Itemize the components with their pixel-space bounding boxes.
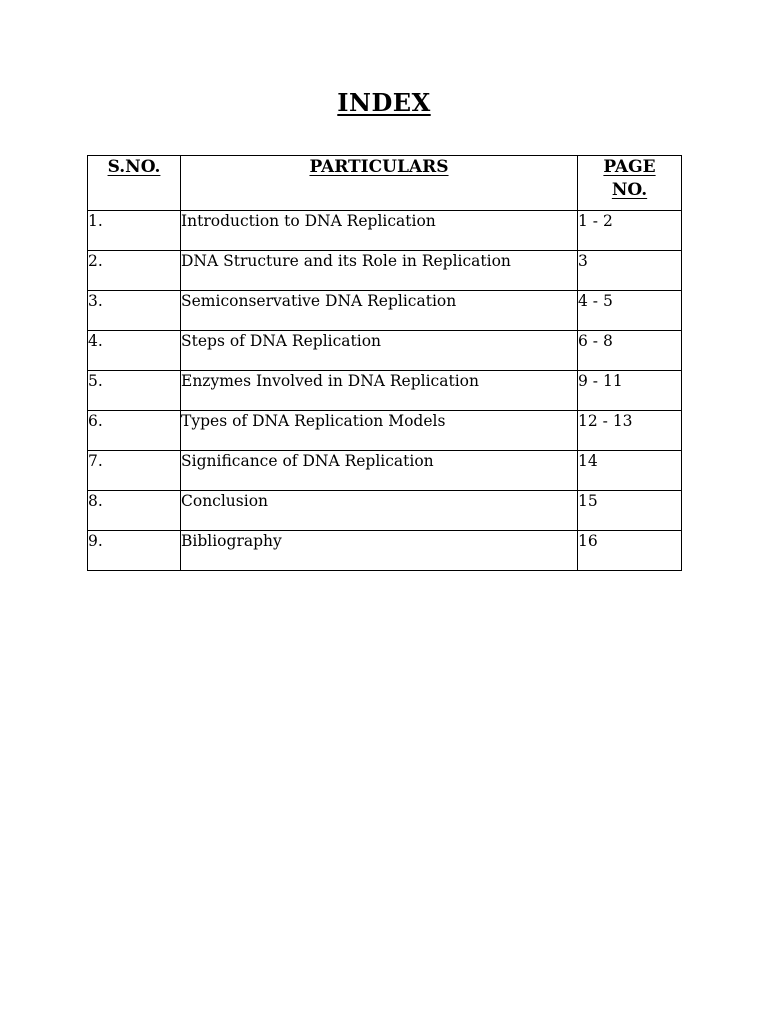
cell-particular: Bibliography <box>181 531 578 571</box>
cell-particular: DNA Structure and its Role in Replication <box>181 251 578 291</box>
header-sno: S.NO. <box>88 156 181 211</box>
cell-particular: Types of DNA Replication Models <box>181 411 578 451</box>
header-page-no <box>578 156 682 211</box>
table-body <box>88 211 682 571</box>
cell-particular: Conclusion <box>181 491 578 531</box>
cell-page: 14 <box>578 451 682 491</box>
cell-sno: 1. <box>88 211 181 251</box>
cell-sno: 2. <box>88 251 181 291</box>
cell-particular: Enzymes Involved in DNA Replication <box>181 371 578 411</box>
cell-particular: Steps of DNA Replication <box>181 331 578 371</box>
cell-page: 12 - 13 <box>578 411 682 451</box>
page-title: INDEX <box>337 88 431 117</box>
cell-page: 1 - 2 <box>578 211 682 251</box>
cell-page: 4 - 5 <box>578 291 682 331</box>
table-header-row <box>88 156 682 211</box>
header-page-line1: PAGE <box>603 157 656 177</box>
cell-sno: 5. <box>88 371 181 411</box>
table-row <box>88 251 682 291</box>
table-row <box>88 371 682 411</box>
table-row <box>88 331 682 371</box>
table-row <box>88 491 682 531</box>
cell-page: 6 - 8 <box>578 331 682 371</box>
cell-sno: 4. <box>88 331 181 371</box>
table-row <box>88 211 682 251</box>
cell-page: 9 - 11 <box>578 371 682 411</box>
table-row <box>88 531 682 571</box>
cell-sno: 8. <box>88 491 181 531</box>
cell-page: 16 <box>578 531 682 571</box>
cell-page: 3 <box>578 251 682 291</box>
header-page-line2: NO. <box>611 180 648 200</box>
cell-sno: 7. <box>88 451 181 491</box>
cell-page: 15 <box>578 491 682 531</box>
header-particulars: PARTICULARS <box>181 156 578 211</box>
table-row <box>88 291 682 331</box>
cell-sno: 3. <box>88 291 181 331</box>
cell-sno: 9. <box>88 531 181 571</box>
cell-sno: 6. <box>88 411 181 451</box>
cell-particular: Significance of DNA Replication <box>181 451 578 491</box>
cell-particular: Semiconservative DNA Replication <box>181 291 578 331</box>
table-row <box>88 411 682 451</box>
table-row <box>88 451 682 491</box>
index-table <box>87 155 682 571</box>
cell-particular: Introduction to DNA Replication <box>181 211 578 251</box>
